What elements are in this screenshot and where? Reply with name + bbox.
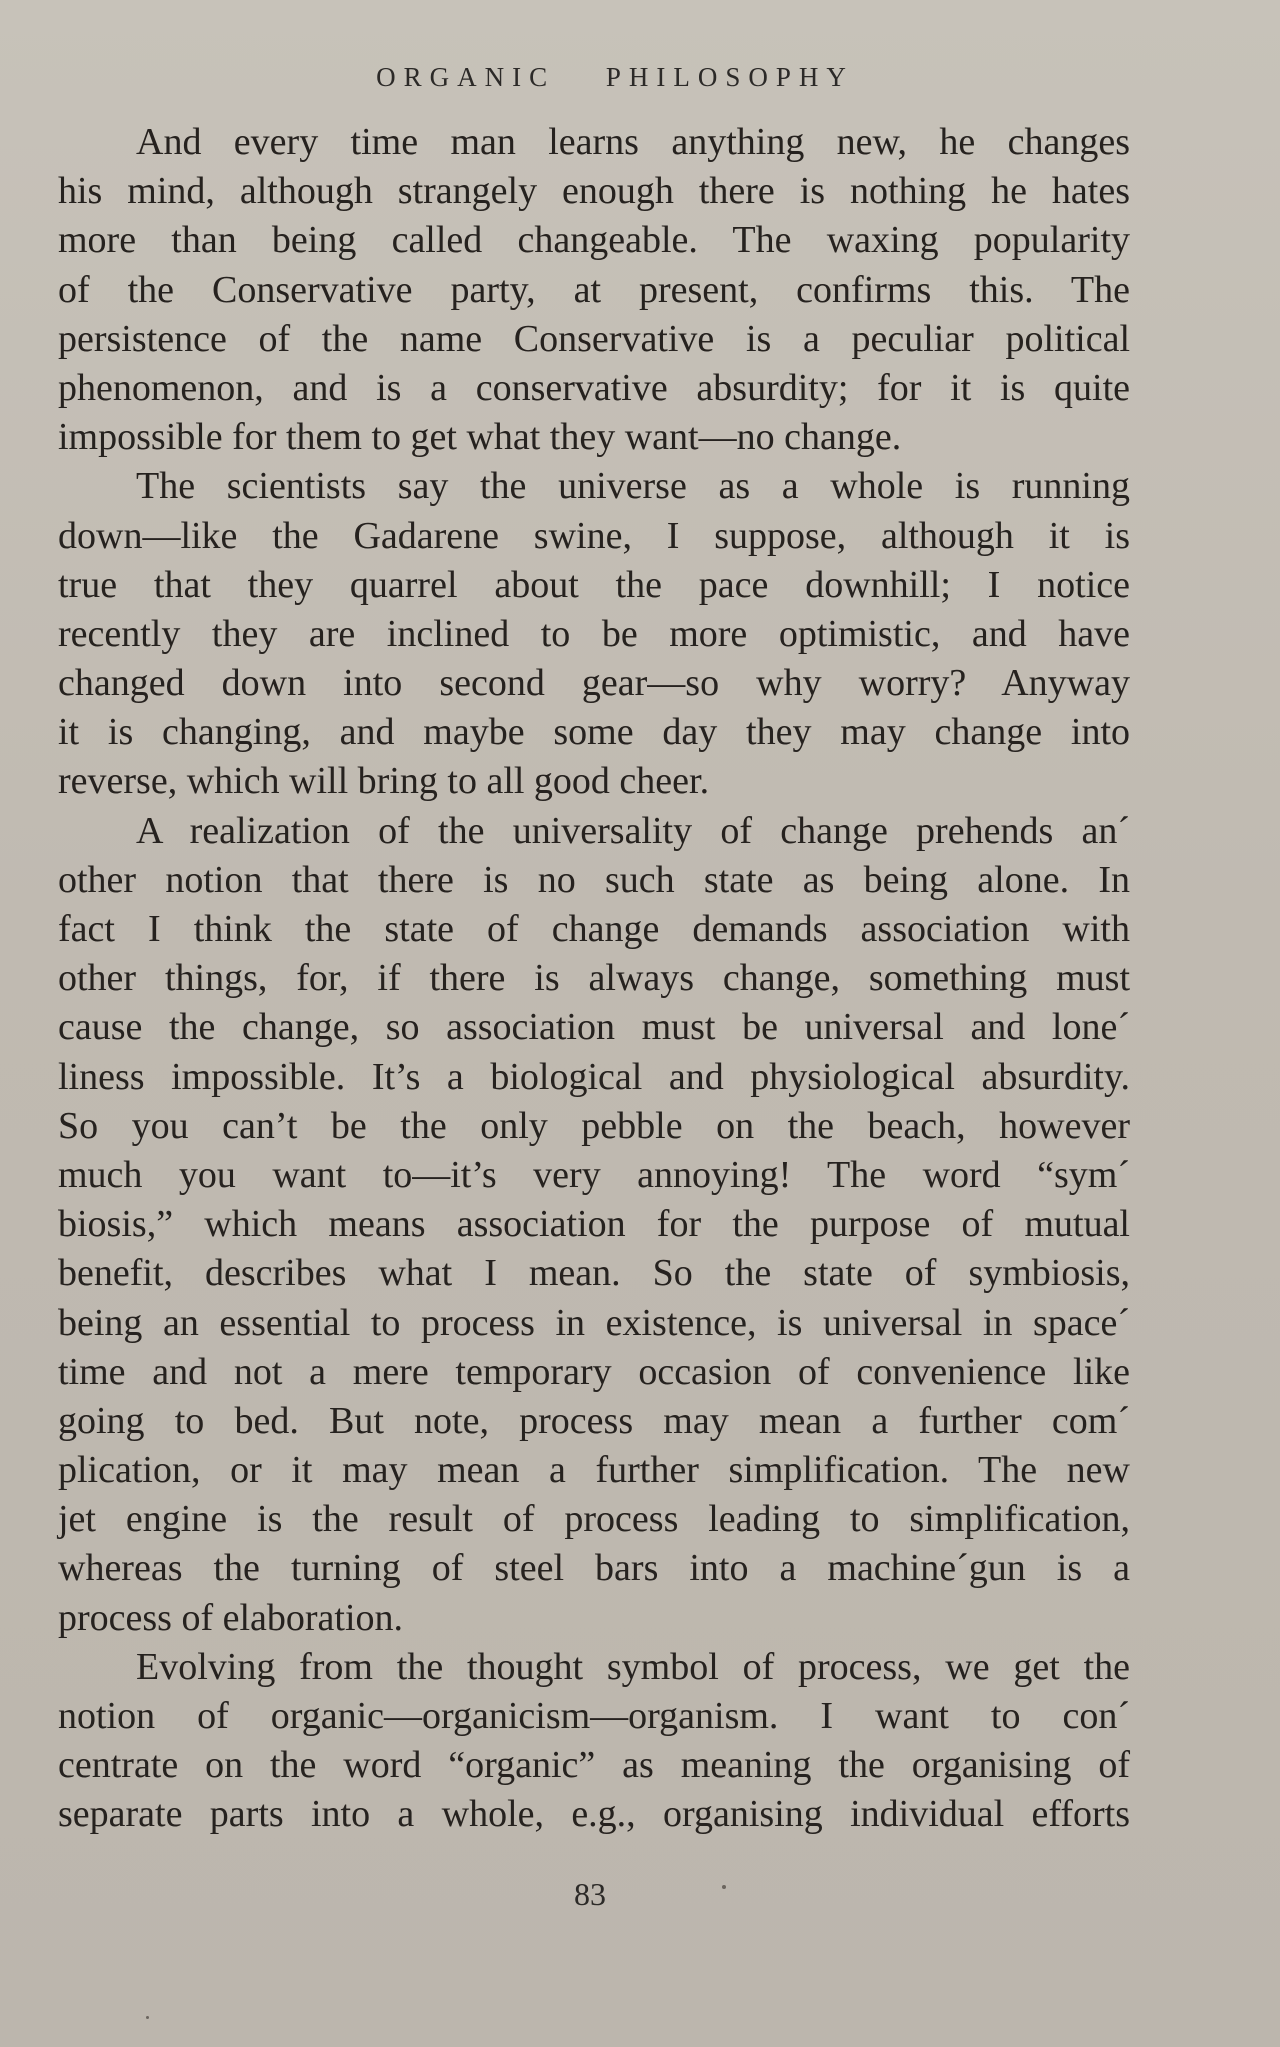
running-head-right: PHILOSOPHY bbox=[605, 62, 854, 92]
body-text bbox=[58, 118, 1130, 1840]
text-line: fact I think the state of change demands association with bbox=[58, 908, 1130, 950]
text-line: whereas the turning of steel bars into a machine´gun is a bbox=[58, 1547, 1130, 1590]
text-line: other things, for, if there is always change, something must bbox=[58, 957, 1130, 1000]
text-line: So you can’t be the only pebble on the beach, however bbox=[58, 1104, 1130, 1147]
text-line: impossible for them to get what they want—no change. bbox=[58, 416, 902, 459]
text-line: his mind, although strangely enough there is nothing he hates bbox=[58, 170, 1130, 213]
text-line: jet engine is the result of process leading to simplification, bbox=[58, 1498, 1130, 1541]
text-line: other notion that there is no such state as being alone. In bbox=[58, 858, 1130, 901]
text-line: recently they are inclined to be more optimistic, and have bbox=[58, 612, 1130, 655]
text-line: down—like the Gadarene swine, I suppose, although it is bbox=[58, 514, 1130, 557]
page-number: 83 bbox=[574, 1876, 606, 1912]
text-line: Evolving from the thought symbol of process, we get the bbox=[136, 1645, 1130, 1688]
text-line: much you want to—it’s very annoying! The word “sym´ bbox=[58, 1153, 1130, 1196]
text-line: liness impossible. It’s a biological and physiological absurdity. bbox=[58, 1055, 1130, 1098]
text-line: The scientists say the universe as a whole is running bbox=[136, 465, 1130, 508]
running-head-left: ORGANIC bbox=[376, 62, 556, 92]
text-line: true that they quarrel about the pace downhill; I notice bbox=[58, 563, 1130, 606]
running-head bbox=[0, 62, 1230, 93]
paper-speck bbox=[146, 2016, 149, 2019]
text-line: changed down into second gear—so why worry? Anyway bbox=[58, 662, 1130, 705]
text-line: biosis,” which means association for the purpose of mutual bbox=[58, 1203, 1130, 1246]
text-line: more than being called changeable. The waxing popularity bbox=[58, 219, 1130, 262]
paper-speck bbox=[722, 1885, 726, 1889]
text-line: persistence of the name Conservative is a peculiar political bbox=[58, 317, 1130, 360]
text-line: cause the change, so association must be universal and lone´ bbox=[58, 1006, 1130, 1049]
text-line: separate parts into a whole, e.g., organising individual efforts bbox=[58, 1793, 1130, 1836]
text-line: time and not a mere temporary occasion of convenience like bbox=[58, 1350, 1130, 1393]
text-line: benefit, describes what I mean. So the state of symbiosis, bbox=[58, 1252, 1130, 1295]
text-line: being an essential to process in existence, is universal in space´ bbox=[58, 1301, 1130, 1344]
text-line: centrate on the word “organic” as meaning the organising of bbox=[58, 1744, 1130, 1787]
text-line: going to bed. But note, process may mean a further com´ bbox=[58, 1399, 1130, 1442]
text-line: phenomenon, and is a conservative absurdity; for it is quite bbox=[58, 366, 1130, 409]
text-line: reverse, which will bring to all good cheer. bbox=[58, 760, 710, 803]
text-line: plication, or it may mean a further simplification. The new bbox=[58, 1449, 1130, 1492]
text-line: notion of organic—organicism—organism. I want to con´ bbox=[58, 1695, 1130, 1737]
text-line: And every time man learns anything new, he changes bbox=[136, 121, 1130, 163]
text-line: process of elaboration. bbox=[58, 1596, 404, 1639]
text-line: A realization of the universality of change prehends an´ bbox=[136, 809, 1130, 852]
text-line: it is changing, and maybe some day they may change into bbox=[58, 711, 1130, 754]
text-line: of the Conservative party, at present, confirms this. The bbox=[58, 268, 1130, 311]
